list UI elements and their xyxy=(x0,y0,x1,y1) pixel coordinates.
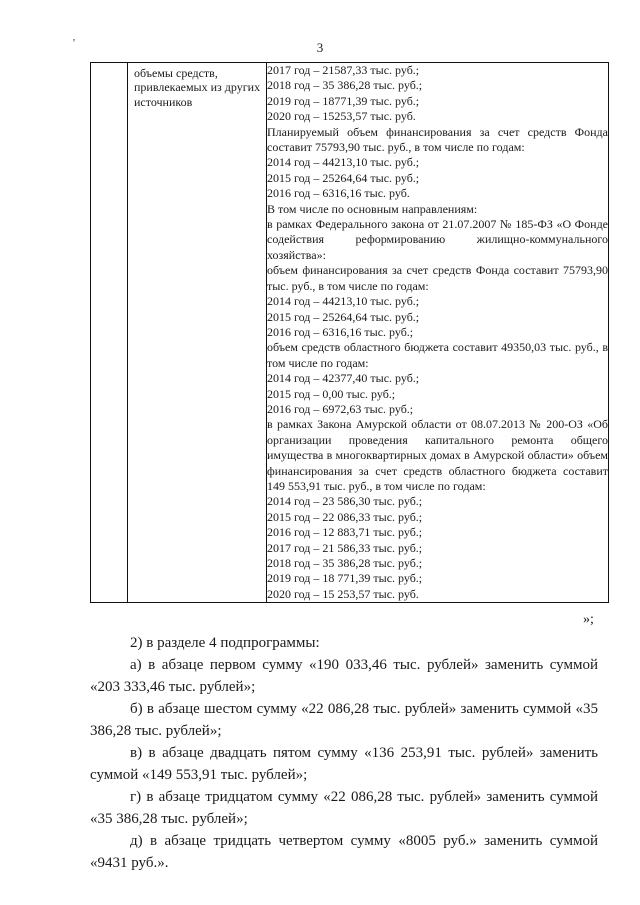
list-item: В том числе по основным направлениям: xyxy=(267,201,478,216)
list-item: 2020 год – 15 253,57 тыс. руб. xyxy=(267,586,419,601)
list-item: 2016 год – 12 883,71 тыс. руб.; xyxy=(267,525,423,540)
list-item: 2015 год – 0,00 тыс. руб.; xyxy=(267,386,396,401)
amendments-heading: 2) в разделе 4 подпрограммы: xyxy=(130,635,320,651)
value-cell xyxy=(267,63,609,603)
table-row xyxy=(91,63,609,603)
row-label: объемы средств, привлекаемых из других источников xyxy=(134,66,261,109)
list-item: 2014 год – 42377,40 тыс. руб.; xyxy=(267,371,420,386)
amendment-item: в) в абзаце двадцать пятом сумму «136 253,91 тыс. рублей» заменить суммой «149 553,91 тыс. рублей»; xyxy=(90,745,598,783)
list-item: в рамках Закона Амурской области от 08.07.2013 № 200-ОЗ «Об организации проведения капитального ремонта общего имущества в многоквартирных домах в Амурской области» объем финансирования за счет средств областного бюджета составит 149 553,91 тыс. руб., в том числе по годам: xyxy=(267,417,608,493)
label-cell xyxy=(128,63,267,603)
amendment-item: г) в абзаце тридцатом сумму «22 086,28 тыс. рублей» заменить суммой «35 386,28 тыс. рублей»; xyxy=(90,789,598,827)
list-item: 2018 год – 35 386,28 тыс. руб.; xyxy=(267,78,423,93)
list-item: 2015 год – 25264,64 тыс. руб.; xyxy=(267,170,420,185)
number-cell xyxy=(91,63,128,603)
list-item: 2019 год – 18771,39 тыс. руб.; xyxy=(267,93,420,108)
closing-quote: »; xyxy=(583,612,594,627)
list-item: 2016 год – 6316,16 тыс. руб.; xyxy=(267,324,414,339)
amendment-item: б) в абзаце шестом сумму «22 086,28 тыс. рублей» заменить суммой «35 386,28 тыс. рублей»; xyxy=(90,701,598,739)
list-item: объем финансирования за счет средств Фонда составит 75793,90 тыс. руб., в том числе по годам: xyxy=(267,263,608,293)
list-item: 2016 год – 6316,16 тыс. руб. xyxy=(267,186,410,201)
list-item: объем средств областного бюджета составит 49350,03 тыс. руб., в том числе по годам: xyxy=(267,340,608,370)
financing-table xyxy=(90,62,609,603)
list-item: Планируемый объем финансирования за счет средств Фонда составит 75793,90 тыс. руб., в том числе по годам: xyxy=(267,124,608,155)
list-item: 2017 год – 21 586,33 тыс. руб.; xyxy=(267,540,423,555)
page-number: 3 xyxy=(316,40,324,55)
scan-mark: ' xyxy=(73,37,75,49)
amendment-item: а) в абзаце первом сумму «190 033,46 тыс. рублей» заменить суммой «203 333,46 тыс. рублей»; xyxy=(90,657,598,695)
list-item: 2015 год – 25264,64 тыс. руб.; xyxy=(267,309,420,324)
list-item: 2014 год – 44213,10 тыс. руб.; xyxy=(267,155,420,170)
list-item: в рамках Федерального закона от 21.07.2007 № 185-ФЗ «О Фонде содействия реформированию жилищно-коммунального хозяйства»: xyxy=(267,217,608,262)
list-item: 2016 год – 6972,63 тыс. руб.; xyxy=(267,401,414,416)
amendment-item: д) в абзаце тридцать четвертом сумму «8005 руб.» заменить суммой «9431 руб.». xyxy=(90,833,598,871)
list-item: 2020 год – 15253,57 тыс. руб. xyxy=(267,109,416,124)
list-item: 2018 год – 35 386,28 тыс. руб.; xyxy=(267,556,423,570)
list-item: 2014 год – 44213,10 тыс. руб.; xyxy=(267,294,420,309)
list-item: 2017 год – 21587,33 тыс. руб.; xyxy=(267,63,420,77)
list-item: 2019 год – 18 771,39 тыс. руб.; xyxy=(267,571,423,586)
list-item: 2014 год – 23 586,30 тыс. руб.; xyxy=(267,494,423,509)
list-item: 2015 год – 22 086,33 тыс. руб.; xyxy=(267,509,423,524)
amendments-section xyxy=(90,632,598,874)
